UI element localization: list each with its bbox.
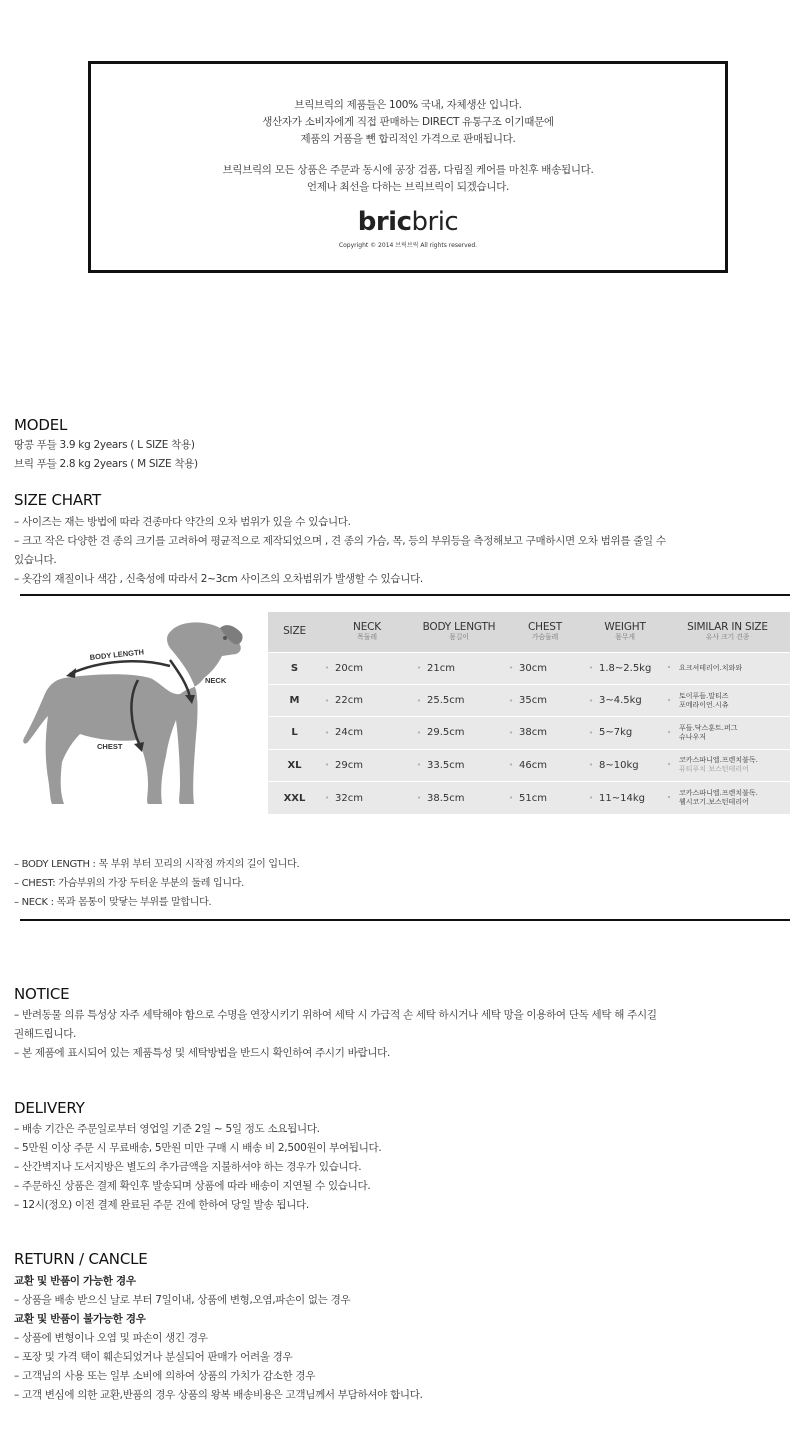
cell-neck: • 20cm [321, 652, 413, 684]
dog-measurement-illustration [20, 612, 250, 812]
cell-similar: • 코카스파니엘.프렌치불독. 웰시코기.보스턴테리어 [665, 782, 790, 814]
size-table-header [268, 612, 790, 652]
delivery-title: DELIVERY [14, 1099, 85, 1117]
label-body-length: BODY LENGTH [89, 647, 145, 662]
cell-size: M [268, 684, 321, 716]
notice-line: – 반려동물 의류 특성상 자주 세탁해야 함으로 수명을 연장시키기 위하여 세탁 시 가급적 손 세탁 하시거나 세탁 망을 이용하여 단독 세탁 해 주시길 [14, 1009, 657, 1021]
size-table [268, 612, 790, 814]
cell-chest: • 38cm [505, 717, 585, 749]
notice-line: 권해드립니다. [14, 1028, 77, 1040]
intro-line: 브릭브릭의 모든 상품은 주문과 동시에 공장 검품, 다림질 케어를 마친후 배송됩니다. [222, 164, 594, 176]
cell-weight: • 3~4.5kg [585, 684, 665, 716]
return-line: – 고객님의 사용 또는 일부 소비에 의하여 상품의 가치가 감소한 경우 [14, 1370, 316, 1382]
intro-paragraph-1 [91, 97, 725, 148]
notice-line: – 본 제품에 표시되어 있는 제품특성 및 세탁방법을 반드시 확인하여 주시기 바랍니다. [14, 1047, 391, 1059]
brand-logo-bold: bric [357, 207, 412, 237]
delivery-line: – 주문하신 상품은 결제 확인후 발송되며 상품에 따라 배송이 지연될 수 있습니다. [14, 1180, 371, 1192]
delivery-line: – 12시(정오) 이전 결제 완료된 주문 건에 한하여 당일 발송 됩니다. [14, 1199, 309, 1211]
header-weight: WEIGHT 몸무게 [585, 612, 665, 652]
intro-line: 언제나 최선을 다하는 브릭브릭이 되겠습니다. [306, 181, 510, 193]
cell-neck: • 29cm [321, 749, 413, 781]
return-impossible-title: 교환 및 반품이 불가능한 경우 [14, 1313, 146, 1325]
intro-line: 생산자가 소비자에게 직접 판매하는 DIRECT 유통구조 이기때문에 [262, 116, 554, 128]
cell-similar: • 요크셔테리어.치와와 [665, 652, 790, 684]
label-chest: CHEST [97, 742, 123, 751]
brand-logo-light: bric [411, 207, 459, 237]
cell-size: XL [268, 749, 321, 781]
delivery-line: – 5만원 이상 주문 시 무료배송, 5만원 미만 구매 시 배송 비 2,500원이 부여됩니다. [14, 1142, 382, 1154]
model-line: 땅콩 푸들 3.9 kg 2years ( L SIZE 착용) [14, 439, 195, 451]
cell-weight: • 5~7kg [585, 717, 665, 749]
model-line: 브릭 푸들 2.8 kg 2years ( M SIZE 착용) [14, 458, 198, 470]
table-row [268, 652, 790, 684]
header-similar: SIMILAR IN SIZE 유사 크기 견종 [665, 612, 790, 652]
cell-size: XXL [268, 782, 321, 814]
return-line: – 상품에 변형이나 오염 및 파손이 생긴 경우 [14, 1332, 208, 1344]
size-note: – BODY LENGTH : 목 부위 부터 꼬리의 시작점 까지의 길이 입니다. [14, 859, 300, 870]
cell-chest: • 30cm [505, 652, 585, 684]
intro-line: 브릭브릭의 제품들은 100% 국내, 자체생산 입니다. [294, 99, 522, 111]
cell-weight: • 11~14kg [585, 782, 665, 814]
return-title: RETURN / CANCLE [14, 1250, 148, 1268]
cell-weight: • 8~10kg [585, 749, 665, 781]
return-line: – 포장 및 가격 택이 훼손되었거나 분실되어 판매가 어려울 경우 [14, 1351, 293, 1363]
table-row [268, 717, 790, 749]
size-chart-line: – 사이즈는 재는 방법에 따라 견종마다 약간의 오차 범위가 있을 수 있습니다. [14, 516, 351, 528]
size-note: – CHEST: 가슴부위의 가장 두터운 부분의 둘레 입니다. [14, 878, 244, 889]
cell-size: S [268, 652, 321, 684]
return-line: – 상품을 배송 받으신 날로 부터 7일이내, 상품에 변형,오염,파손이 없는 경우 [14, 1294, 351, 1306]
cell-body: • 38.5cm [413, 782, 505, 814]
cell-body: • 25.5cm [413, 684, 505, 716]
notice-title: NOTICE [14, 985, 70, 1003]
cell-similar: • 코카스파니엘.프렌치불독. 퓨티푸치 보스턴테리어 [665, 749, 790, 781]
cell-body: • 29.5cm [413, 717, 505, 749]
label-neck: NECK [205, 676, 227, 685]
size-chart-title: SIZE CHART [14, 491, 101, 509]
table-row [268, 749, 790, 781]
intro-line: 제품의 거품을 뺀 합리적인 가격으로 판매됩니다. [300, 133, 516, 145]
cell-chest: • 46cm [505, 749, 585, 781]
delivery-line: – 산간벽지나 도서지방은 별도의 추가금액을 지불하셔야 하는 경우가 있습니다. [14, 1161, 362, 1173]
return-line: – 고객 변심에 의한 교환,반품의 경우 상품의 왕복 배송비용은 고객님께서 부담하셔야 합니다. [14, 1389, 423, 1401]
copyright: Copyright © 2014 브릭브릭 All rights reserved. [338, 242, 478, 249]
size-chart-line: – 크고 작은 다양한 견 종의 크기를 고려하여 평균적으로 제작되었으며 , 견 종의 가슴, 목, 등의 부위등을 측정해보고 구매하시면 오차 범위를 줄일 수 [14, 535, 666, 547]
header-body-length: BODY LENGTH 몸길이 [413, 612, 505, 652]
brand-logo [91, 208, 725, 236]
header-chest: CHEST 가슴둘레 [505, 612, 585, 652]
cell-chest: • 51cm [505, 782, 585, 814]
cell-similar: • 토이푸들.말티즈 포메라이언.시츄 [665, 684, 790, 716]
intro-box [88, 61, 728, 273]
divider [20, 594, 790, 596]
cell-chest: • 35cm [505, 684, 585, 716]
size-note: – NECK : 목과 몸통이 맞닿는 부위를 말합니다. [14, 897, 212, 908]
cell-similar: • 푸들.닥스훈트.퍼그 슈나우저 [665, 717, 790, 749]
cell-body: • 21cm [413, 652, 505, 684]
header-size: SIZE [268, 612, 321, 652]
cell-neck: • 24cm [321, 717, 413, 749]
cell-neck: • 32cm [321, 782, 413, 814]
size-chart-line: 있습니다. [14, 554, 57, 566]
table-row [268, 782, 790, 814]
size-chart-line: – 옷감의 재질이나 색감 , 신축성에 따라서 2~3cm 사이즈의 오차범위가 발생할 수 있습니다. [14, 573, 423, 585]
return-possible-title: 교환 및 반품이 가능한 경우 [14, 1275, 136, 1287]
cell-weight: • 1.8~2.5kg [585, 652, 665, 684]
cell-size: L [268, 717, 321, 749]
intro-paragraph-2 [91, 162, 725, 196]
divider [20, 919, 790, 921]
cell-neck: • 22cm [321, 684, 413, 716]
header-neck: NECK 목둘레 [321, 612, 413, 652]
cell-body: • 33.5cm [413, 749, 505, 781]
model-title: MODEL [14, 416, 68, 434]
table-row [268, 684, 790, 716]
delivery-line: – 배송 기간은 주문일로부터 영업일 기준 2일 ~ 5일 정도 소요됩니다. [14, 1123, 320, 1135]
